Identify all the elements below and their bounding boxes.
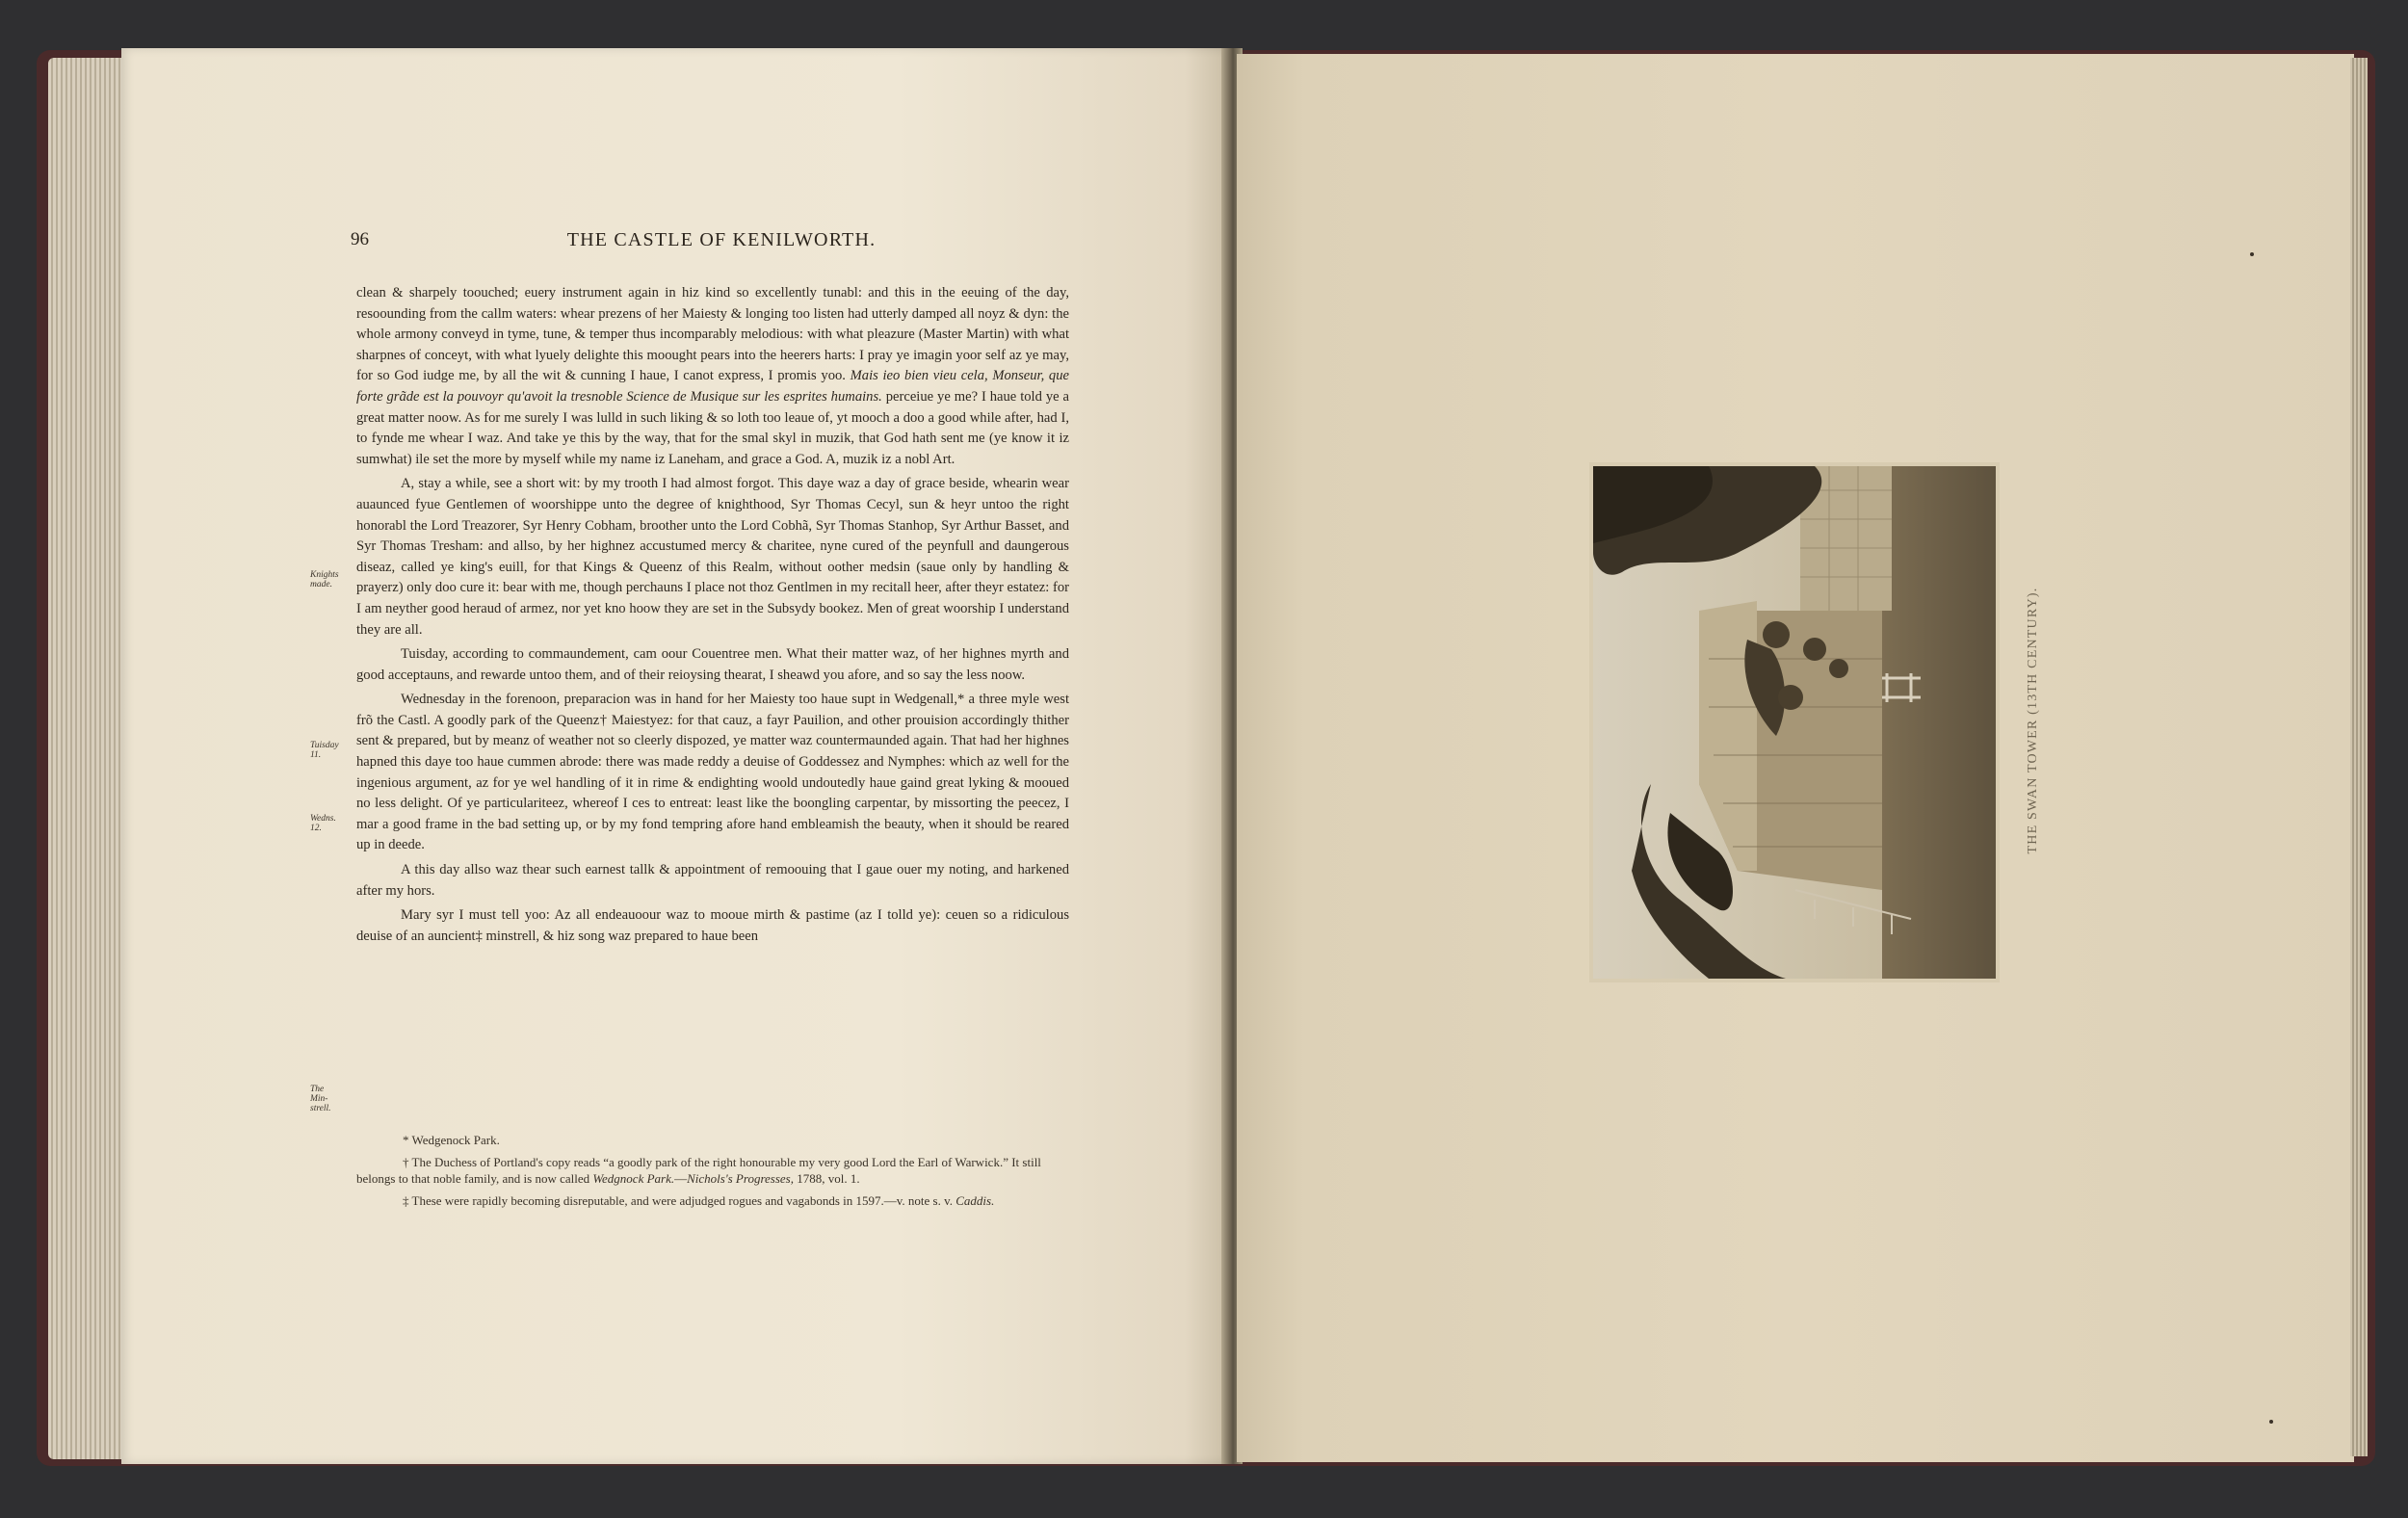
paragraph bbox=[356, 474, 1069, 641]
photograph-of-swan-tower-icon bbox=[1593, 466, 1996, 979]
swan-tower-photo-svg bbox=[1593, 466, 1996, 979]
paper-spot bbox=[2250, 252, 2254, 256]
footnote bbox=[356, 1154, 1069, 1188]
side-note-tuesday bbox=[310, 741, 339, 760]
italic-text-run: Nichols's Progresses, bbox=[687, 1171, 794, 1186]
footnotes bbox=[356, 1132, 1069, 1214]
text-run: perceiue ye me? I haue told ye a great matter noow. As for me surely I was lulld in such liking & so loth too leaue of, yt mooch a doo a good while after, had I, to fynde me whear I waz. And take ye this by the way, that for the smal skyl in muzik, that God hath sent me (ye know it iz sumwhat) ile set the more by myself while my name iz Laneham, and grace a God. A, muzik iz a nobl Art. bbox=[356, 388, 1069, 467]
page-edges-right bbox=[2350, 58, 2368, 1456]
side-note-line: Tuisday bbox=[310, 741, 339, 750]
side-note-knights bbox=[310, 570, 339, 589]
paragraph bbox=[356, 283, 1069, 470]
text-run: clean & sharpely toouched; euery instrument again in hiz kind so excellently tunabl: and this in the eeuing of the day, resoounding from the callm waters: whear prezens of her Maiesty & longing too listen had utterly damped all noyz & dyn: the whole armony conveyd in tyme, tune, & temper thus incomparably melodious: with what pleazure (Master Martin) with what sharpnes of conceyt, with what lyuely delighte this moought pears into the heerers harts: I pray ye imagin yoor self az ye may, for so God iudge me, by all the wit & cunning I haue, I canot express, I promis yoo. bbox=[356, 285, 1069, 384]
side-note-minstrel bbox=[310, 1085, 331, 1113]
italic-text-run: Wedgnock Park. bbox=[592, 1171, 675, 1186]
footnote bbox=[356, 1192, 1069, 1210]
text-run: 1788, vol. 1. bbox=[793, 1171, 860, 1186]
italic-text-run: Caddis. bbox=[955, 1192, 995, 1208]
text-run: A this day allso waz thear such earnest tallk & appointment of remoouing that I gaue ouer my noting, and harkened after my hors. bbox=[356, 862, 1069, 899]
text-run: Tuisday, according to commaundement, cam oour Couentree men. What their matter waz, of her highnes myrth and good acceptauns, and rewarde untoo them, and of their reioysing thearat, I sheawd you afore, and so say the less noow. bbox=[356, 646, 1069, 683]
paragraph bbox=[356, 690, 1069, 856]
side-note-line: Knights bbox=[310, 570, 339, 580]
running-title: THE CASTLE OF KENILWORTH. bbox=[566, 229, 877, 250]
side-note-wednesday bbox=[310, 814, 336, 833]
side-note-line: made. bbox=[310, 580, 332, 589]
side-note-line: 11. bbox=[310, 750, 322, 760]
paper-spot bbox=[2269, 1420, 2273, 1424]
plate-caption: THE SWAN TOWER (13TH CENTURY). bbox=[2026, 587, 2040, 854]
body-text bbox=[356, 283, 1069, 951]
side-note-line: Min- bbox=[310, 1094, 328, 1104]
text-run: Mary syr I must tell yoo: Az all endeauoour waz to mooue mirth & pastime (az I tolld ye): ceuen so a ridiculous deuise of an auncient‡ minstrell, & hiz song waz prepared to haue been bbox=[356, 907, 1069, 944]
italic-text-run: Mais ieo bien vieu cela, Monseur, que forte grãde est la pouvoyr qu'avoit la tresnoble Science de Musique sur les esprites humains. bbox=[356, 368, 1070, 405]
text-run: ‡ These were rapidly becoming disreputable, and were adjudged rogues and vagabonds in 1597.—v. note s. v. bbox=[403, 1192, 956, 1208]
paragraph bbox=[356, 905, 1069, 947]
text-run: † The Duchess of Portland's copy reads “a goodly park of the right honourable my very good Lord the Earl of Warwick.” It still belongs to that noble family, and is now called bbox=[356, 1154, 1041, 1186]
text-run: A, stay a while, see a short wit: by my trooth I had almost forgot. This daye waz a day of grace beside, whearin wear auaunced fyue Gentlemen of woorshippe unto the degree of knighthood, Syr Thomas Cecyl, sun & heyr untoo the right honorabl the Lord Treazorer, Syr Henry Cobham, broother unto the Lord Cobhã, Syr Thomas Stanhop, Syr Arthur Basset, and Syr Thomas Tresham: and allso, by her highnez accustumed mercy & charitee, nyne cured of the peynfull and daungerous diseaz, called ye king's euill, for that Kings & Queenz of this Realm, without oother medsin (saue only by handling & prayerz) only doo cure it: bear with me, though perchauns I place not thoz Gentlmen in my recitall heer, after theyr estatez: for I am neyther good heraud of armez, nor yet kno hoow they are set in the Subsydy bookez. Men of great woorship I understand they are all. bbox=[356, 476, 1069, 638]
text-run: Wednesday in the forenoon, preparacion was in hand for her Maiesty too haue supt in Wedgenall,* a three myle west frõ the Castl. A goodly park of the Queenz† Maiestyez: for that cauz, a fayr Pauilion, and other prouision accordingly thither sent & prepared, but by meanz of weather not so cleerly dispozed, ye matter waz countermaunded again. That had her highnes hapned this daye too haue cummen abrode: there was made reddy a deuise of Goddessez and Nymphes: which az well for the ingenious argument, az for ye wel handling of it in rime & endighting woold undoutedly haue gaind great lyking & mooued no less delight. Of ye particulariteez, whereof I ces to entreat: least like the boongling carpentar, by missorting the peecez, I mar a good frame in the bad setting up, or by my fond tempring afore hand embleamish the beauty, when it should be reared up in deede. bbox=[356, 692, 1069, 853]
paragraph bbox=[356, 644, 1069, 686]
text-run: * Wedgenock Park. bbox=[403, 1133, 500, 1147]
text-run: — bbox=[674, 1171, 688, 1186]
page-number: 96 bbox=[351, 229, 369, 249]
side-note-line: strell. bbox=[310, 1104, 331, 1113]
running-head bbox=[351, 229, 1092, 258]
side-note-line: Wedns. bbox=[310, 814, 336, 824]
footnote bbox=[356, 1132, 1069, 1149]
paragraph bbox=[356, 860, 1069, 902]
side-note-line: 12. bbox=[310, 824, 322, 833]
side-note-line: The bbox=[310, 1085, 325, 1094]
